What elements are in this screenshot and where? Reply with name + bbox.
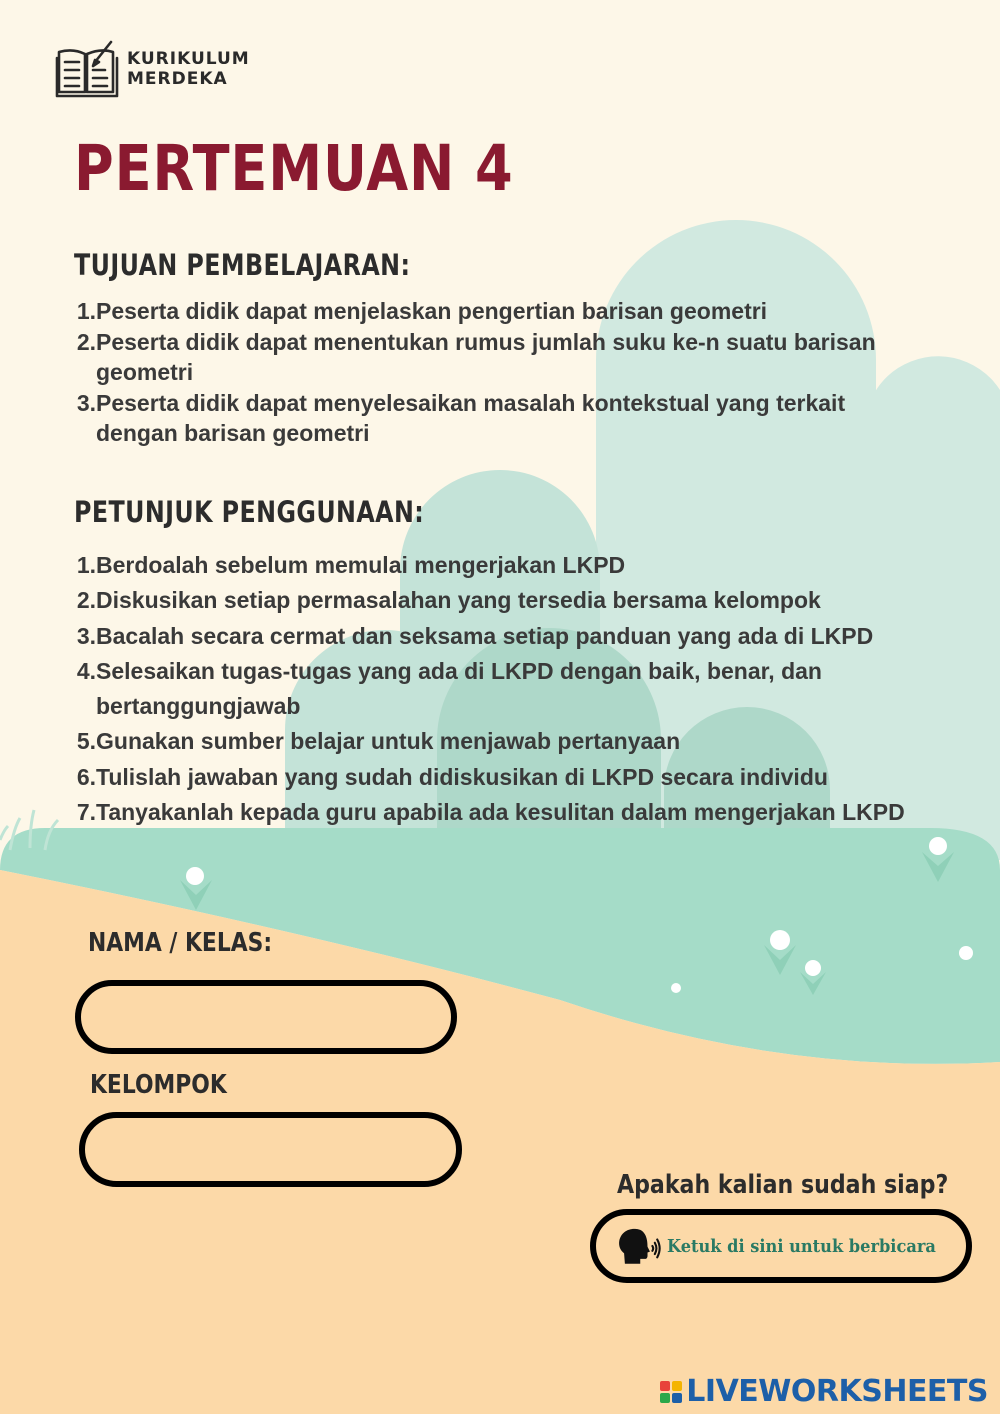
nama-kelas-input[interactable] — [75, 980, 457, 1054]
item-text: Berdoalah sebelum memulai mengerjakan LKPD — [96, 552, 626, 578]
ready-question: Apakah kalian sudah siap? — [617, 1170, 949, 1200]
item-number: 2. — [76, 587, 96, 614]
speak-button[interactable] — [590, 1209, 972, 1283]
petunjuk-list — [70, 548, 940, 830]
list-item — [70, 724, 940, 759]
item-text: Peserta didik dapat menjelaskan pengertian barisan geometri — [96, 298, 768, 324]
brand-line-1: KURIKULUM — [127, 49, 250, 69]
item-number: 1. — [76, 298, 96, 324]
item-number: 2. — [76, 328, 96, 355]
item-number: 7. — [76, 799, 96, 826]
list-item — [70, 583, 940, 618]
speaking-head-icon — [616, 1220, 661, 1272]
kelompok-input[interactable] — [79, 1112, 462, 1187]
item-text: Diskusikan setiap permasalahan yang tersedia bersama kelompok — [96, 587, 821, 614]
item-number: 4. — [76, 657, 96, 684]
item-number: 3. — [76, 389, 96, 416]
page-title: PERTEMUAN 4 — [74, 132, 514, 205]
list-item — [70, 388, 890, 449]
list-item — [70, 327, 890, 388]
tujuan-list — [70, 296, 890, 449]
liveworksheets-mark-icon — [660, 1381, 682, 1403]
item-number: 5. — [76, 728, 96, 755]
kelompok-label: KELOMPOK — [90, 1070, 227, 1100]
kurikulum-merdeka-logo — [55, 40, 250, 98]
item-number: 3. — [76, 622, 96, 649]
list-item — [70, 548, 940, 583]
list-item — [70, 619, 940, 654]
liveworksheets-text: LIVEWORKSHEETS — [686, 1374, 988, 1409]
list-item — [70, 296, 890, 327]
open-book-icon — [55, 40, 119, 98]
petunjuk-heading: PETUNJUK PENGGUNAAN: — [74, 495, 425, 529]
item-number: 6. — [76, 763, 96, 790]
item-text: Bacalah secara cermat dan seksama setiap panduan yang ada di LKPD — [96, 622, 874, 649]
list-item — [70, 654, 940, 725]
tujuan-heading: TUJUAN PEMBELAJARAN: — [74, 248, 411, 282]
list-item — [70, 795, 940, 830]
liveworksheets-logo — [660, 1374, 988, 1409]
item-text: Tanyakanlah kepada guru apabila ada kesulitan dalam mengerjakan LKPD — [96, 799, 905, 826]
list-item — [70, 760, 940, 795]
item-text: Peserta didik dapat menentukan rumus jumlah suku ke-n suatu barisan geometri — [96, 328, 876, 385]
item-number: 1. — [76, 552, 96, 578]
brand-line-2: MERDEKA — [127, 69, 228, 89]
item-text: Gunakan sumber belajar untuk menjawab pertanyaan — [96, 728, 681, 755]
item-text: Tulislah jawaban yang sudah didiskusikan di LKPD secara individu — [96, 763, 828, 790]
nama-kelas-label: NAMA / KELAS: — [88, 928, 273, 958]
item-text: Selesaikan tugas-tugas yang ada di LKPD dengan baik, benar, dan bertanggungjawab — [96, 657, 822, 720]
item-text: Peserta didik dapat menyelesaikan masalah kontekstual yang terkait dengan barisan geometri — [96, 389, 846, 446]
speak-button-label: Ketuk di sini untuk berbicara — [667, 1235, 937, 1257]
brand-text — [127, 49, 250, 89]
